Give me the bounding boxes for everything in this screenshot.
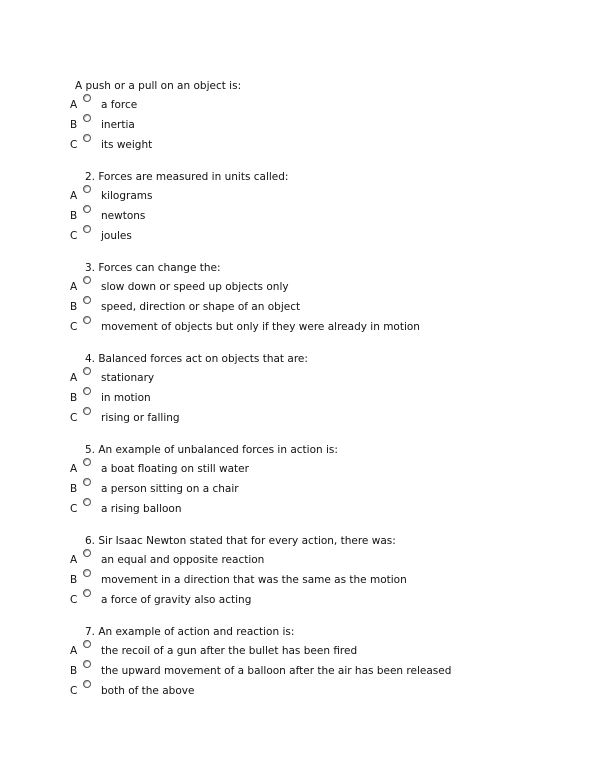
- option-letter: B: [70, 483, 78, 495]
- option-text: the recoil of a gun after the bullet has been fired: [101, 645, 358, 657]
- option-text: kilograms: [101, 190, 153, 202]
- question-3: [70, 259, 570, 337]
- radio-button[interactable]: [83, 407, 91, 415]
- option-c: [70, 408, 570, 428]
- radio-button[interactable]: [83, 225, 91, 233]
- option-b: [70, 479, 570, 499]
- option-letter: A: [70, 99, 78, 111]
- option-letter: B: [70, 301, 78, 313]
- question-6: [70, 532, 570, 610]
- option-text: its weight: [101, 139, 153, 151]
- option-letter: A: [70, 281, 78, 293]
- option-c: [70, 226, 570, 246]
- radio-button[interactable]: [83, 549, 91, 557]
- option-letter: B: [70, 210, 78, 222]
- option-letter: C: [70, 594, 78, 606]
- option-letter: B: [70, 574, 78, 586]
- option-letter: A: [70, 190, 78, 202]
- option-text: newtons: [101, 210, 146, 222]
- option-letter: C: [70, 412, 78, 424]
- option-a: [70, 550, 570, 570]
- option-letter: A: [70, 372, 78, 384]
- option-c: [70, 317, 570, 337]
- option-letter: C: [70, 503, 78, 515]
- question-4: [70, 350, 570, 428]
- radio-button[interactable]: [83, 114, 91, 122]
- option-c: [70, 135, 570, 155]
- radio-button[interactable]: [83, 296, 91, 304]
- option-b: [70, 206, 570, 226]
- question-1: [70, 77, 570, 155]
- option-a: [70, 641, 570, 661]
- option-text: rising or falling: [101, 412, 180, 424]
- radio-button[interactable]: [83, 569, 91, 577]
- radio-button[interactable]: [83, 367, 91, 375]
- radio-button[interactable]: [83, 276, 91, 284]
- option-text: movement in a direction that was the same as the motion: [101, 574, 407, 586]
- option-letter: B: [70, 392, 78, 404]
- radio-button[interactable]: [83, 387, 91, 395]
- radio-button[interactable]: [83, 94, 91, 102]
- option-text: speed, direction or shape of an object: [101, 301, 301, 313]
- option-letter: A: [70, 645, 78, 657]
- option-letter: A: [70, 554, 78, 566]
- question-text: 4. Balanced forces act on objects that are:: [85, 353, 308, 365]
- option-b: [70, 388, 570, 408]
- option-c: [70, 681, 570, 701]
- option-letter: C: [70, 685, 78, 697]
- question-text: 7. An example of action and reaction is:: [85, 626, 295, 638]
- option-b: [70, 297, 570, 317]
- option-text: movement of objects but only if they were already in motion: [101, 321, 420, 333]
- radio-button[interactable]: [83, 316, 91, 324]
- radio-button[interactable]: [83, 589, 91, 597]
- radio-button[interactable]: [83, 660, 91, 668]
- option-a: [70, 186, 570, 206]
- option-letter: A: [70, 463, 78, 475]
- option-text: a boat floating on still water: [101, 463, 249, 475]
- option-letter: C: [70, 139, 78, 151]
- option-text: in motion: [101, 392, 151, 404]
- radio-button[interactable]: [83, 680, 91, 688]
- radio-button[interactable]: [83, 478, 91, 486]
- option-a: [70, 459, 570, 479]
- option-text: slow down or speed up objects only: [101, 281, 289, 293]
- option-letter: B: [70, 119, 78, 131]
- option-b: [70, 570, 570, 590]
- question-7: [70, 623, 570, 701]
- option-text: inertia: [101, 119, 135, 131]
- radio-button[interactable]: [83, 205, 91, 213]
- option-c: [70, 499, 570, 519]
- radio-button[interactable]: [83, 640, 91, 648]
- question-text: 2. Forces are measured in units called:: [85, 171, 289, 183]
- option-text: a force of gravity also acting: [101, 594, 252, 606]
- option-b: [70, 115, 570, 135]
- radio-button[interactable]: [83, 458, 91, 466]
- question-text: A push or a pull on an object is:: [75, 80, 242, 92]
- option-letter: B: [70, 665, 78, 677]
- option-text: both of the above: [101, 685, 195, 697]
- option-a: [70, 95, 570, 115]
- question-2: [70, 168, 570, 246]
- option-text: joules: [101, 230, 132, 242]
- option-text: an equal and opposite reaction: [101, 554, 265, 566]
- option-text: a rising balloon: [101, 503, 182, 515]
- option-text: a person sitting on a chair: [101, 483, 239, 495]
- option-a: [70, 277, 570, 297]
- radio-button[interactable]: [83, 498, 91, 506]
- question-5: [70, 441, 570, 519]
- option-letter: C: [70, 321, 78, 333]
- quiz: [70, 77, 570, 714]
- option-text: the upward movement of a balloon after the air has been released: [101, 665, 452, 677]
- option-a: [70, 368, 570, 388]
- radio-button[interactable]: [83, 134, 91, 142]
- question-text: 3. Forces can change the:: [85, 262, 221, 274]
- question-text: 6. Sir Isaac Newton stated that for every action, there was:: [85, 535, 396, 547]
- option-letter: C: [70, 230, 78, 242]
- option-c: [70, 590, 570, 610]
- radio-button[interactable]: [83, 185, 91, 193]
- option-text: stationary: [101, 372, 155, 384]
- question-text: 5. An example of unbalanced forces in action is:: [85, 444, 338, 456]
- option-text: a force: [101, 99, 138, 111]
- option-b: [70, 661, 570, 681]
